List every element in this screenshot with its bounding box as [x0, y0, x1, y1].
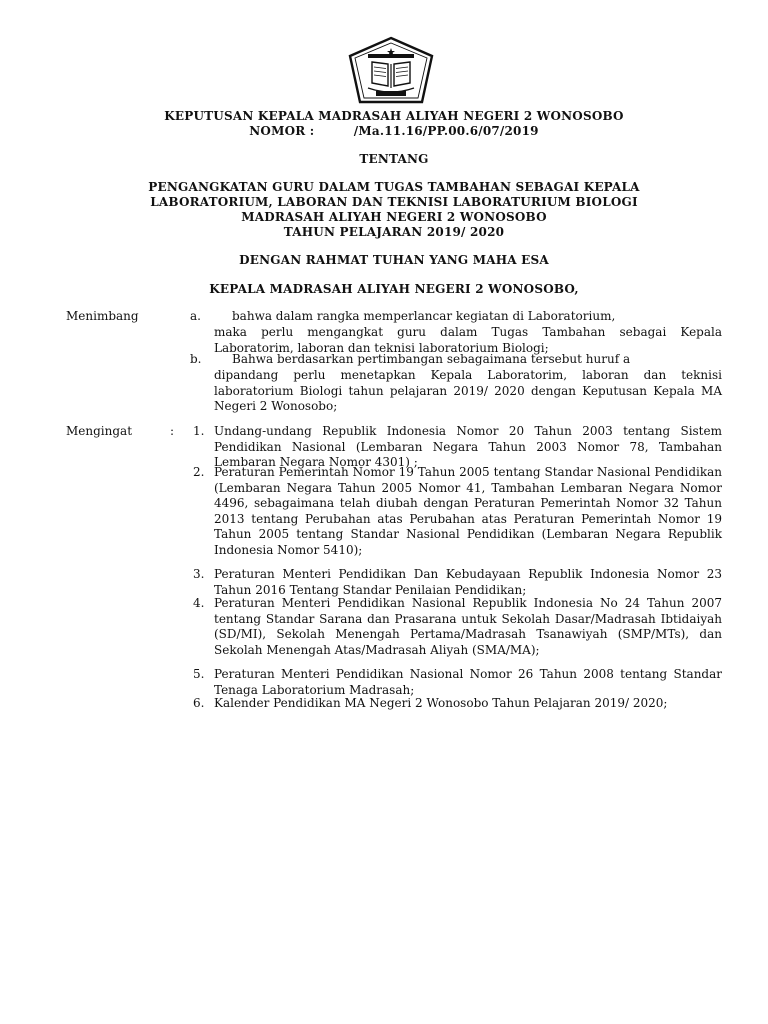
subject-line-2: LABORATORIUM, LABORAN DAN TEKNISI LABORATURIUM BIOLOGI — [150, 195, 638, 209]
menimbang-marker-b: b. — [190, 352, 202, 366]
subject-line-3: MADRASAH ALIYAH NEGERI 2 WONOSOBO — [241, 210, 547, 224]
menimbang-label: Menimbang — [66, 309, 139, 323]
mengingat-label: Mengingat — [66, 424, 133, 438]
mengingat-num-2: 2. — [193, 465, 205, 479]
mengingat-num-1: 1. — [193, 424, 205, 438]
menimbang-marker-a: a. — [190, 309, 201, 323]
mengingat-item-2: Peraturan Pemerintah Nomor 19 Tahun 2005 tentang Standar Nasional Pendidikan (Lembaran Negara Tahun 2005 Nomor 41, Tambahan Lembaran Negara Nomor 4496, sebagaimana telah diubah dengan Peraturan Pemerintah Nomor 32 Tahun 2013 tentang Perubahan atas Perubahan atas Peraturan Pemerintah Nomor 19 Tahun 2005 tentang Standar Nasional Pendidikan (Lembaran Negara Republik Indonesia Nomor 5410); — [214, 465, 722, 557]
subject-line-4: TAHUN PELAJARAN 2019/ 2020 — [283, 225, 505, 239]
mengingat-item-4: Peraturan Menteri Pendidikan Nasional Republik Indonesia No 24 Tahun 2007 tentang Standar Sarana dan Prasarana untuk Sekolah Dasar/Madrasah Ibtidaiyah (SD/MI), Sekolah Menengah Pertama/Madrasah Tsanawiyah (SMP/MTs), dan Sekolah Menengah Atas/Madrasah Aliyah (SMA/MA); — [214, 596, 722, 657]
menimbang-b-first-line: Bahwa berdasarkan pertimbangan sebagaimana tersebut huruf a — [232, 352, 631, 366]
kepala-line: KEPALA MADRASAH ALIYAH NEGERI 2 WONOSOBO, — [209, 282, 579, 296]
mengingat-num-5: 5. — [193, 667, 205, 681]
menimbang-a-first-line: bahwa dalam rangka memperlancar kegiatan di Laboratorium, — [232, 309, 616, 323]
mengingat-item-3: Peraturan Menteri Pendidikan Dan Kebudayaan Republik Indonesia Nomor 23 Tahun 2016 Tentang Standar Penilaian Pendidikan; — [214, 567, 722, 597]
menimbang-b-text: dipandang perlu menetapkan Kepala Laboratorim, laboran dan teknisi laboratorium Biologi tahun pelajaran 2019/ 2020 dengan Keputusan Kepala MA Negeri 2 Wonosobo; — [214, 368, 722, 414]
mengingat-item-1: Undang-undang Republik Indonesia Nomor 20 Tahun 2003 tentang Sistem Pendidikan Nasional (Lembaran Negara Tahun 2003 Nomor 78, Tambahan Lembaran Negara Nomor 4301) ; — [214, 424, 722, 470]
decree-number: NOMOR : /Ma.11.16/PP.00.6/07/2019 — [249, 124, 539, 138]
kemenag-emblem-logo — [346, 36, 436, 108]
mengingat-num-4: 4. — [193, 596, 205, 610]
mengingat-item-5: Peraturan Menteri Pendidikan Nasional Nomor 26 Tahun 2008 tentang Standar Tenaga Laboratorium Madrasah; — [214, 667, 722, 697]
subject-line-1: PENGANGKATAN GURU DALAM TUGAS TAMBAHAN SEBAGAI KEPALA — [148, 180, 640, 194]
decree-title: KEPUTUSAN KEPALA MADRASAH ALIYAH NEGERI 2 WONOSOBO — [164, 109, 624, 123]
tentang-heading: TENTANG — [359, 152, 429, 166]
mengingat-colon: : — [170, 424, 175, 438]
menimbang-a-text: maka perlu mengangkat guru dalam Tugas Tambahan sebagai Kepala Laboratorim, laboran dan teknisi laboratorium Biologi; — [214, 325, 722, 355]
mengingat-num-3: 3. — [193, 567, 205, 581]
rahmat-line: DENGAN RAHMAT TUHAN YANG MAHA ESA — [239, 253, 549, 267]
mengingat-num-6: 6. — [193, 696, 205, 710]
mengingat-item-6: Kalender Pendidikan MA Negeri 2 Wonosobo Tahun Pelajaran 2019/ 2020; — [214, 696, 668, 710]
